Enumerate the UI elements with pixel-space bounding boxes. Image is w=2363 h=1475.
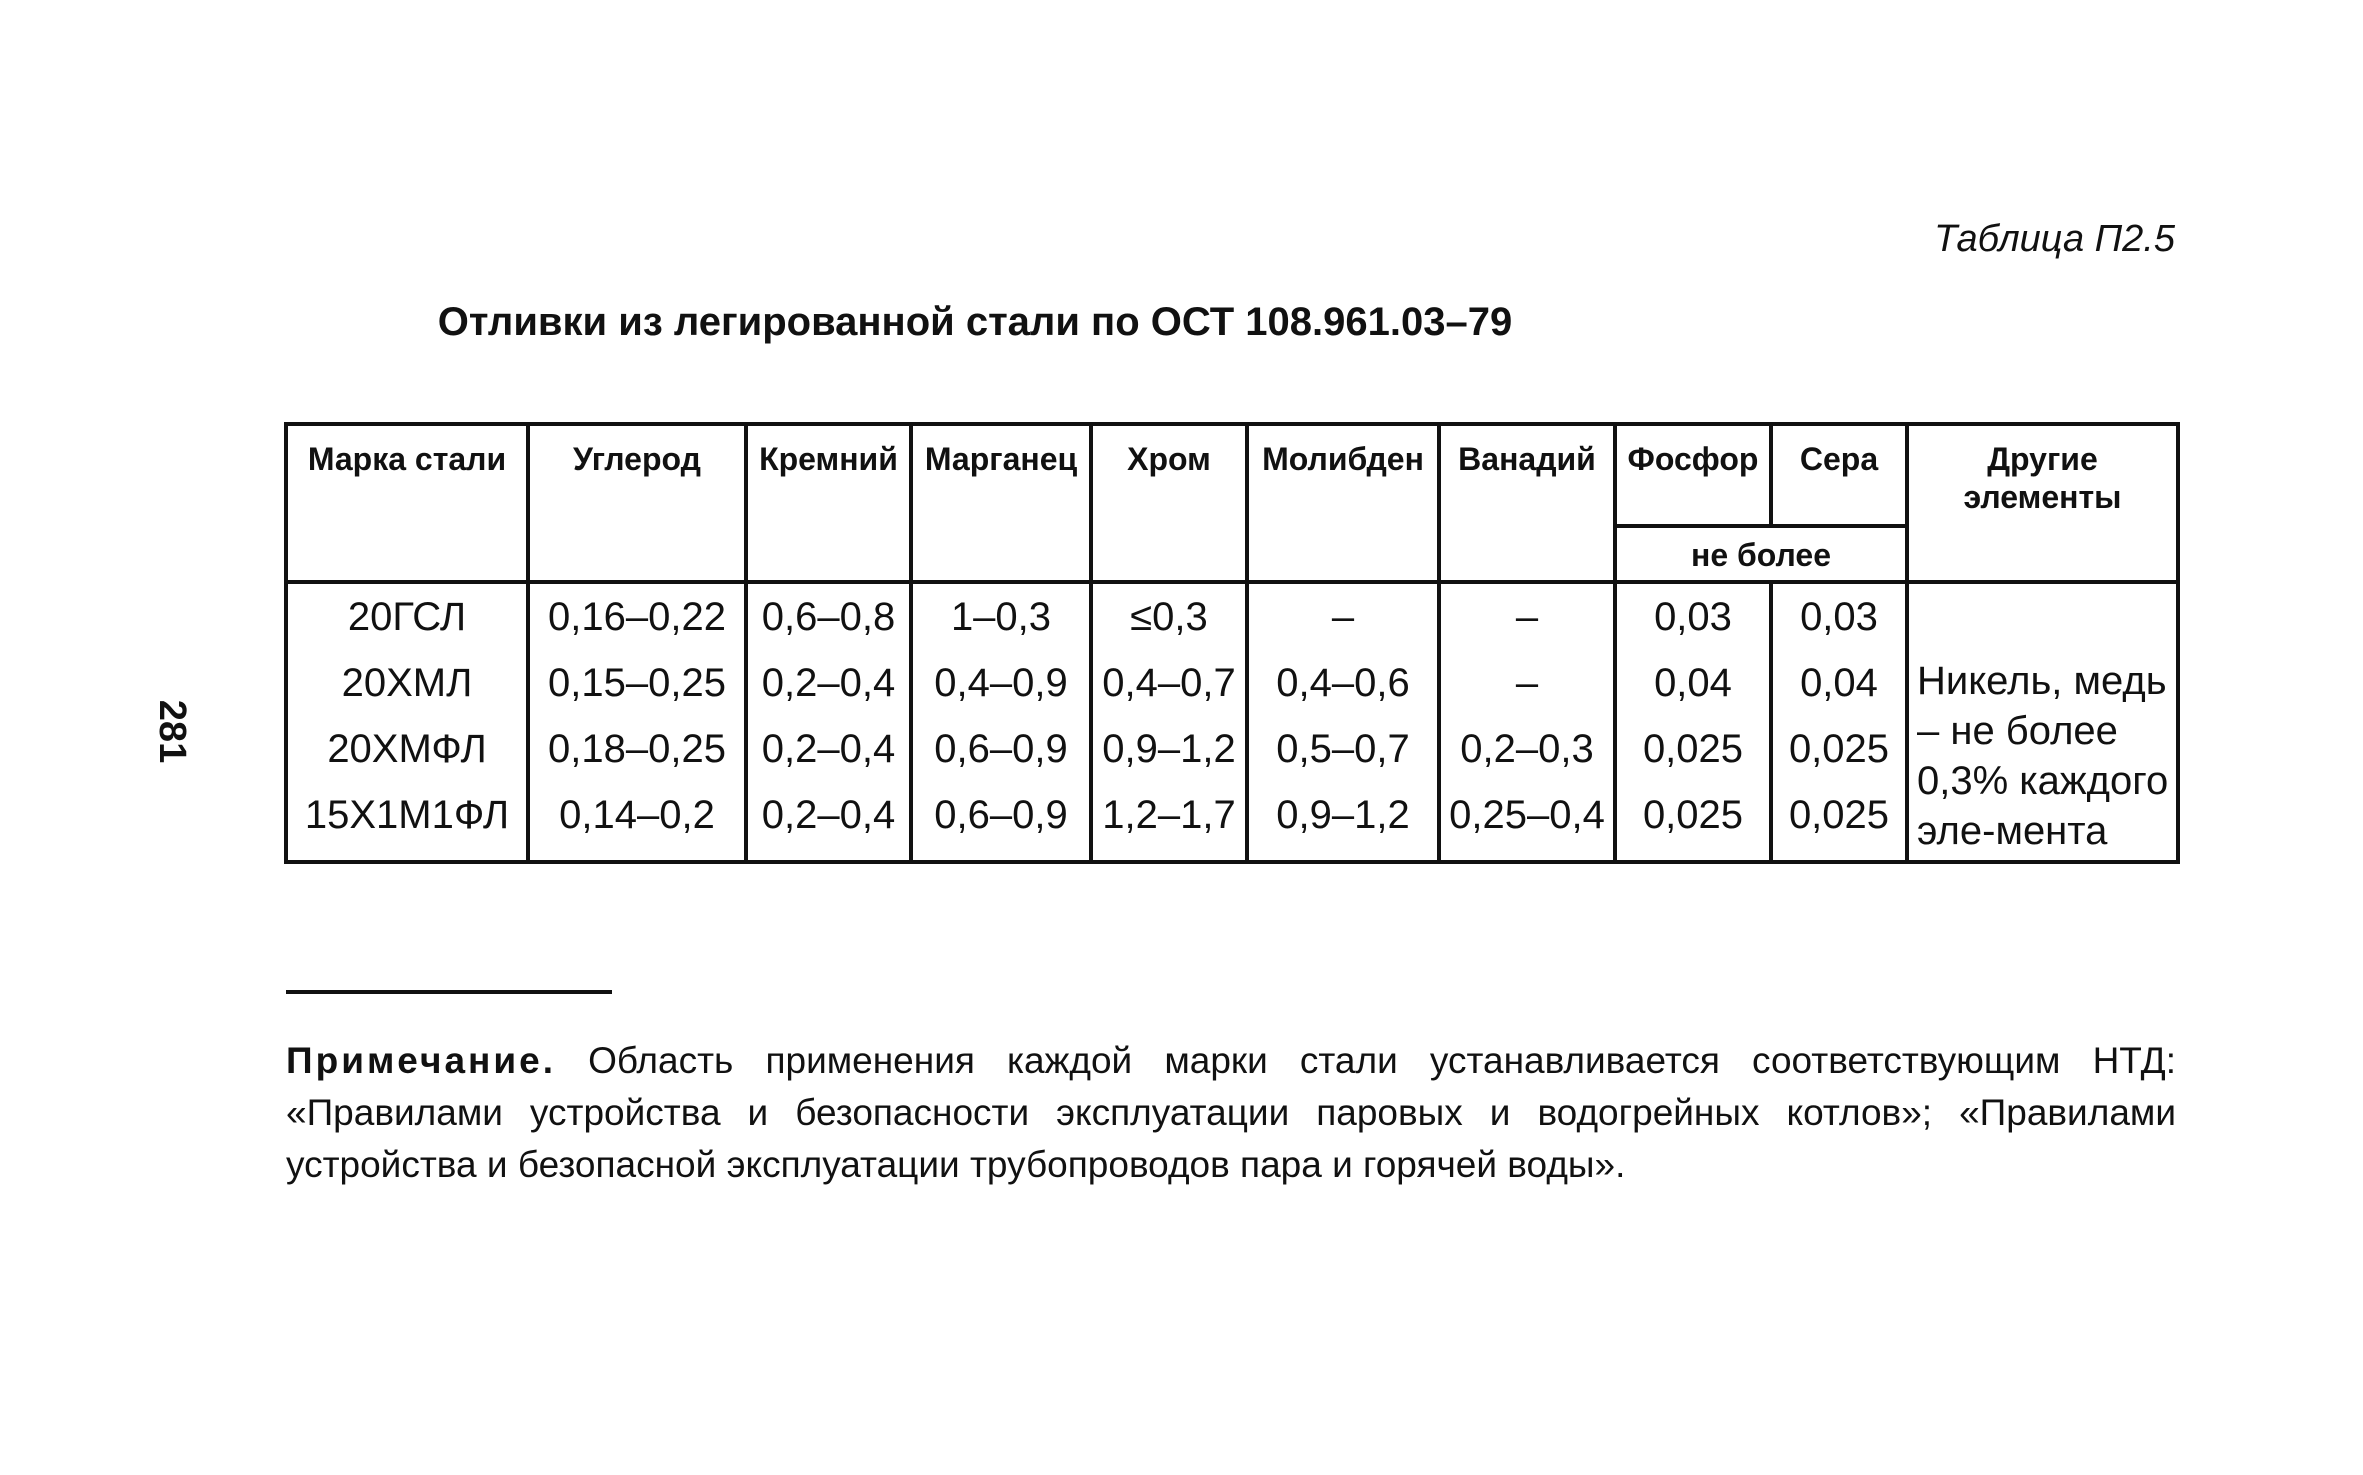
cell-molybdenum: 0,4–0,6 [1276,661,1410,705]
composition-table [284,422,2180,864]
column-molybdenum [1247,582,1439,862]
cell-vanadium: – [1515,661,1539,705]
cell-chromium: ≤0,3 [1130,595,1208,639]
header-silicon: Кремний [746,424,911,582]
footnote-rule [286,990,612,994]
cell-molybdenum: 0,9–1,2 [1276,793,1410,837]
cell-sulfur: 0,025 [1788,727,1890,771]
cell-grade: 20ГСЛ [347,595,467,639]
column-chromium [1091,582,1247,862]
cell-grade: 15Х1М1ФЛ [304,793,510,837]
cell-vanadium: 0,2–0,3 [1460,727,1594,771]
cell-carbon: 0,14–0,2 [559,793,715,837]
cell-molybdenum: 0,5–0,7 [1276,727,1410,771]
header-row [286,424,2178,526]
column-carbon [528,582,746,862]
cell-phosphorus: 0,025 [1642,793,1744,837]
cell-vanadium: – [1515,595,1539,639]
cell-molybdenum: – [1331,595,1355,639]
cell-silicon: 0,2–0,4 [761,793,896,837]
header-sulfur: Сера [1771,424,1907,526]
column-phosphorus [1615,582,1771,862]
page-number: 281 [151,699,194,764]
cell-vanadium: 0,25–0,4 [1449,793,1605,837]
cell-manganese: 0,6–0,9 [934,793,1068,837]
cell-chromium: 0,4–0,7 [1102,661,1236,705]
cell-silicon: 0,2–0,4 [761,727,896,771]
column-manganese [911,582,1091,862]
cell-phosphorus: 0,04 [1654,661,1732,705]
cell-grade: 20ХМЛ [341,661,473,705]
cell-carbon: 0,18–0,25 [548,727,726,771]
cell-sulfur: 0,03 [1800,595,1878,639]
header-max-note: не более [1615,526,1907,582]
column-silicon [746,582,911,862]
table-title: Отливки из легированной стали по ОСТ 108.961.03–79 [437,300,1513,344]
header-vanadium: Ванадий [1439,424,1615,582]
note-label: Примечание. [286,1040,556,1081]
header-carbon: Углерод [528,424,746,582]
cell-sulfur: 0,04 [1800,661,1878,705]
cell-carbon: 0,16–0,22 [548,595,726,639]
cell-phosphorus: 0,025 [1642,727,1744,771]
cell-carbon: 0,15–0,25 [548,661,726,705]
header-phosphorus: Фосфор [1615,424,1771,526]
note [286,1035,2176,1191]
cell-silicon: 0,6–0,8 [761,595,896,639]
header-manganese: Марганец [911,424,1091,582]
cell-chromium: 1,2–1,7 [1102,793,1236,837]
cell-grade: 20ХМФЛ [327,727,487,771]
cell-manganese: 0,6–0,9 [934,727,1068,771]
cell-phosphorus: 0,03 [1654,595,1732,639]
header-chromium: Хром [1091,424,1247,582]
table-body-row [286,582,2178,862]
note-text: Область применения каждой марки стали устанавливается соответствующим НТД: «Правилами устройства и безопасности эксплуатации паровых и водогрейных котлов»; «Правилами устройства и безопасной эксплуатации трубопроводов пара и горячей воды». [286,1040,2176,1185]
cell-other-elements: Никель, медь – не более 0,3% каждого эле-мента [1907,582,2178,862]
cell-manganese: 0,4–0,9 [934,661,1068,705]
column-grade [286,582,528,862]
cell-chromium: 0,9–1,2 [1102,727,1236,771]
header-molybdenum: Молибден [1247,424,1439,582]
cell-sulfur: 0,025 [1788,793,1890,837]
header-grade: Марка стали [286,424,528,582]
cell-manganese: 1–0,3 [950,595,1052,639]
header-other: Другие элементы [1907,424,2178,582]
table-caption: Таблица П2.5 [1934,218,2175,260]
cell-silicon: 0,2–0,4 [761,661,896,705]
column-sulfur [1771,582,1907,862]
column-vanadium [1439,582,1615,862]
